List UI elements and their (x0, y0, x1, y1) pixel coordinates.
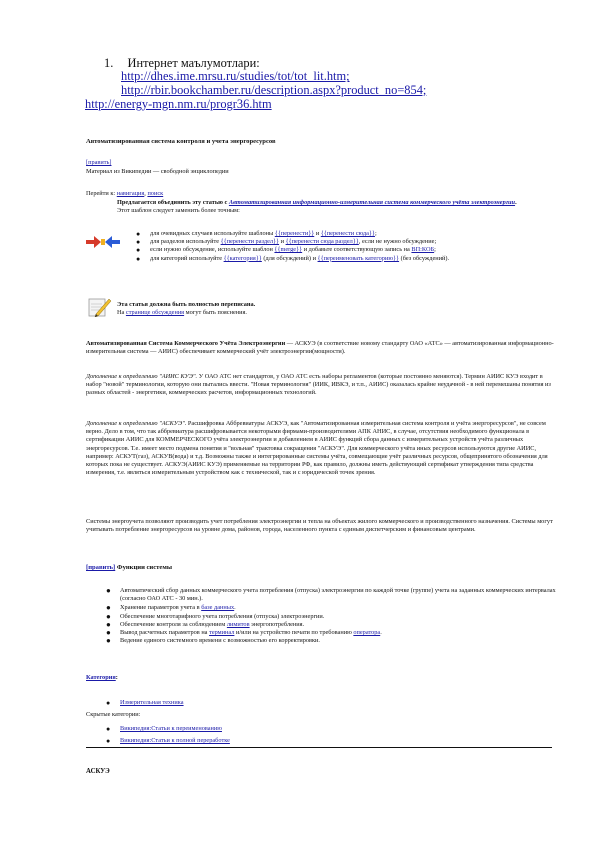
section-title: Функции системы (116, 564, 172, 571)
list-item: ● Википедия:Статьи к переименованию (106, 725, 222, 733)
merge-template-list (136, 230, 550, 263)
edit-link[interactable]: [править] (86, 159, 112, 166)
term-bold: Автоматизированная Система Коммерческого Учёта Электроэнергии (86, 340, 286, 347)
rewrite-bold: Эта статья должна быть полностью переписана. (117, 301, 256, 308)
goto-search-link[interactable]: поиск (147, 190, 164, 197)
rewrite-line: На странице обсуждения могут быть пояснения. (117, 309, 247, 317)
internet-link-row (104, 70, 426, 83)
template-link[interactable]: {{перенести раздел}} (220, 238, 280, 246)
list-item: ● Ведение единого системного времени с возможностью его корректировки. (106, 636, 320, 646)
merge-lead (117, 199, 537, 207)
hidden-categories-label: Скрытые категории: (86, 711, 141, 718)
template-link[interactable]: {{merge}} (274, 246, 303, 254)
hidden-category-link[interactable]: Википедия:Статьи к переименованию (120, 725, 222, 732)
merge-notice (117, 199, 537, 215)
list-item: ● для очевидных случаев используйте шаблоны {{перенести}} и {{перенести сюда}}; (136, 230, 377, 238)
list-item: ● Автоматический сбор данных коммерческого учета потребления (отпуска) электроэнергии по каждой точке (группе) учета на заданных коммерческих интервалах (согласно ОАО АТС - 30 мин.). (106, 586, 556, 603)
list-item: ● Википедия:Статьи к полной переработке (106, 737, 230, 746)
category-list (106, 699, 420, 707)
internet-heading: Интернет маълумотлари: (127, 56, 260, 70)
merge-lead-text: Предлагается объединить эту статью с (117, 199, 228, 206)
list-item: ● Обеспечение многотарифного учета потребления (отпуска) электроэнергии. (106, 611, 325, 621)
list-item: ● если нужно обсуждение, используйте шаблон {{merge}} и добавьте соответствующую запись на ВП:КОБ; (136, 246, 436, 255)
note-italic: Дополнение к определению "АСКУЭ". (86, 420, 187, 427)
list-item: ● Измерительная техника (106, 699, 184, 707)
section-heading-functions (86, 564, 172, 571)
article-title: Автоматизированная система контроля и учета энергоресурсов (86, 138, 276, 145)
paragraph-aiis-note: Дополнение к определению "АИИС КУЭ". У ОАО АТС нет стандартов, у ОАО АТС есть наборы регламентов (которые постоянно меняются). Термин АИИС КУЭ входит в набор "новой" терминологии, которую они пытались ввести. "Новая терминология" (ИИК, ИВКЭ, и т.п., АИИС) оказалась крайне неудачной - в ней перемешаны понятия из разных областей - энергетики, коммерческих расчетов, информационных технологий. (86, 373, 551, 397)
note-italic: Дополнение к определению "АИИС КУЭ". (86, 373, 198, 380)
horizontal-rule (86, 747, 552, 748)
rewrite-notice (117, 301, 417, 317)
terminal-link[interactable]: терминал (209, 629, 235, 637)
goto-navigation-link[interactable]: навигация (116, 190, 145, 197)
limits-link[interactable]: лимитов (226, 620, 250, 628)
wiki-source-note: Материал из Википедии — свободной энциклопедии (86, 168, 229, 175)
internet-link-3[interactable]: http://energy-mgn.nm.ru/progr36.htm (85, 97, 272, 111)
merge-sub: Этот шаблон следует заменить более точным: (117, 207, 240, 215)
goto-prefix: Перейти к: (86, 190, 116, 197)
categories-label-row: Категория: (86, 674, 118, 681)
list-item: ● Хранение параметров учета в базе данных. (106, 603, 236, 613)
list-item: ● Обеспечение контроля за соблюдением лимитов энергопотребления. (106, 619, 305, 629)
internet-resources (104, 57, 426, 97)
internet-link-row (104, 84, 426, 97)
hidden-category-list (106, 725, 420, 746)
internet-link-2[interactable]: http://rbir.bookchamber.ru/description.aspx?product_no=854; (121, 82, 427, 97)
goto-line (86, 190, 163, 198)
edit-link[interactable]: [править] (86, 564, 116, 571)
paragraph-systems: Системы энергоучета позволяют производить учет потребления электроэнергии и тепла на объектах жилого коммерческого и производственного назначения. Системы могут учитывать потребление энергоресурсов на уровне дома, районов, города, населенного пункта с единым диспетчерским и финансовым центрами. (86, 518, 553, 534)
merge-target-link[interactable]: Автоматизированная информационно-измерительная система коммерческого учёта электроэнергии (228, 199, 516, 206)
operator-link[interactable]: оператора (353, 629, 381, 637)
template-link[interactable]: {{перенести}} (274, 230, 315, 237)
discussion-link[interactable]: странице обсуждения (125, 309, 185, 317)
internet-heading-row (104, 57, 426, 70)
list-item: ● для разделов используйте {{перенести раздел}} и {{перенести сюда раздел}}, если не нужно обсуждение; (136, 238, 437, 247)
category-link[interactable]: Измерительная техника (120, 699, 184, 706)
merge-lead-end: . (515, 199, 517, 206)
paragraph-askue-note: Дополнение к определению "АСКУЭ". Расшифровка Аббревиатуры АСКУЭ, как "Автоматизированная измерительная система контроля и учёта энергоресурсов", не совсем верно. Дело в том, что так аббревиатура расшифровывается некоторыми фирмами-производителями АПК АНИС, в случае, отсутствия необходимого функционала в сертификации АИИС для КОММЕРЧЕСКОГО учёта электроэнергии и добавлением в АИИС функций сбора данных с измерительных устройств учёта различных энергоресурсов. Т.е. имеет место подмена понятия и "вольная" трактовка сокращения "АСКУЭ". Для коммерческого учёта иных ресурсов используются другие АИИС, например: АСКУТ(газ), АСКУВ(вода) и т.д. Возможны также и интегрированные системы учёта, совмещающие учёт различных ресурсов, общепринятого обозначения для которых пока не существует. АСКУЭ(АИИС КУЭ) применяемые на территории РФ, как правило, должны иметь действующий сертификат утверждения типа средства измерения, т.е. являться измерительным устройством как с технической, так и с юридической точек зрения. (86, 420, 548, 477)
hidden-category-link[interactable]: Википедия:Статьи к полной переработке (120, 737, 230, 745)
categories-link[interactable]: Категория (86, 674, 116, 681)
database-link[interactable]: базе данных (201, 604, 235, 612)
template-link[interactable]: {{перенести сюда}} (320, 230, 375, 237)
list-item: ● для категорий используйте {{категория}} (для обсуждений) и {{переименовать категорию}} (без обсуждений). (136, 254, 450, 263)
kob-link[interactable]: ВП:КОБ (411, 246, 435, 254)
pencil-icon (88, 297, 112, 317)
footer-title: АСКУЭ (86, 768, 110, 775)
list-number: 1. (104, 56, 114, 70)
edit-link-row (86, 159, 111, 167)
merge-arrows-icon (86, 234, 120, 250)
goto-separator: , (144, 190, 146, 197)
paragraph-definition: Автоматизированная Система Коммерческого Учёта Электроэнергии — АСКУЭ (в соответствие новому стандарту ОАО «АТС» — автоматизированная информационно-измерительная система — АИИС) обеспечивает коммерческий учёт электроэнергии(мощности). (86, 340, 554, 356)
internet-link-1[interactable]: http://dhes.ime.mrsu.ru/studies/tot/tot_lit.htm; (121, 69, 350, 84)
template-link[interactable]: {{категория}} (223, 254, 262, 262)
list-item: ● Вывод расчетных параметров на терминал и/или на устройство печати по требованию оператора. (106, 628, 382, 638)
template-link[interactable]: {{перенести сюда раздел}} (285, 238, 359, 246)
internet-link-row (85, 98, 272, 111)
function-list (106, 586, 560, 646)
template-link[interactable]: {{переименовать категорию}} (317, 254, 400, 262)
